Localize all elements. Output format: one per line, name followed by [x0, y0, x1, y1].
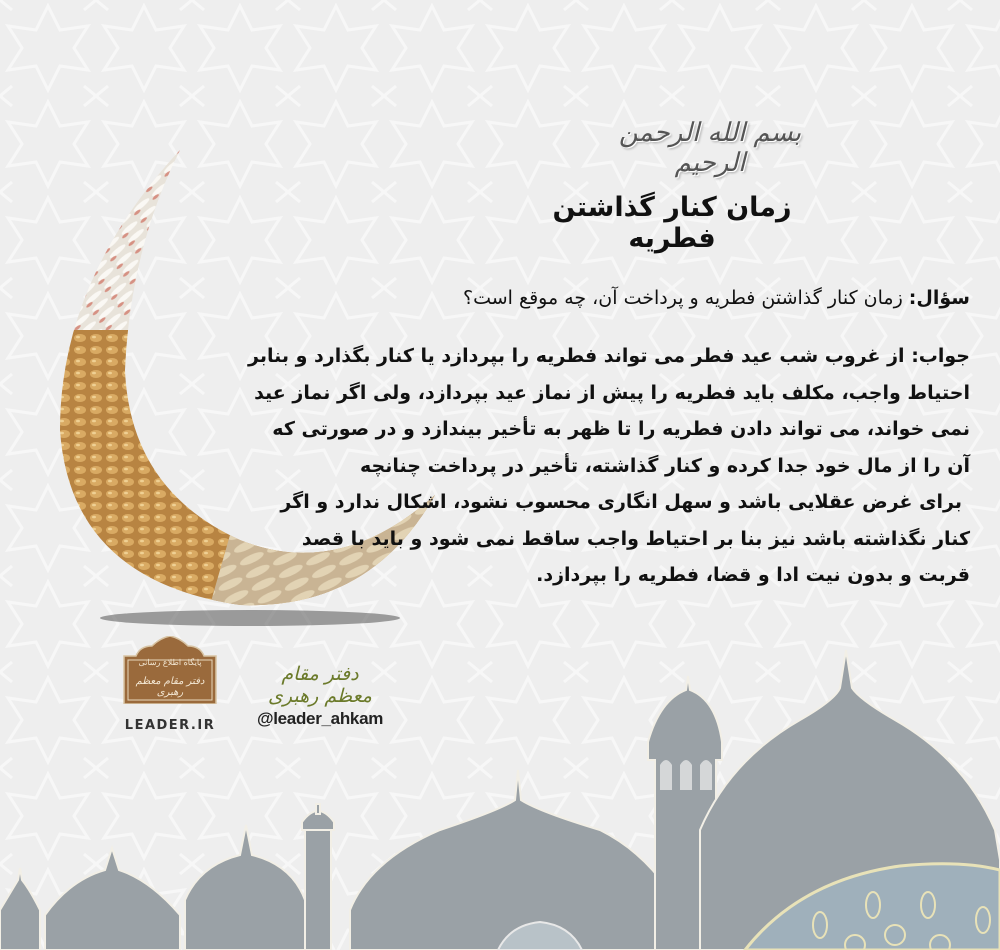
question-block [350, 282, 970, 314]
answer-line: نمی خواند، می تواند دادن فطریه را تا ظهر به تأخیر بیندازد و در صورتی که [272, 418, 970, 440]
answer-line: کنار نگذاشته باشد نیز بنا بر احتیاط واجب ساقط نمی شود و باید با قصد [301, 527, 970, 550]
leader-badge-line2: دفتر مقام معظم رهبری [135, 676, 205, 698]
ahkam-handle: @leader_ahkam [256, 709, 384, 728]
answer-line: جواب: از غروب شب عید فطر می تواند فطریه را بپردازد یا کنار بگذارد و بنابر [248, 345, 970, 367]
ahkam-script-text: دفتر مقام معظم رهبری [268, 663, 372, 707]
leader-badge-line1: پایگاه اطلاع رسانی [138, 658, 202, 667]
leader-ahkam-logo[interactable] [255, 663, 385, 729]
answer-block [248, 338, 970, 594]
page-title: زمان کنار گذاشتن فطریه [552, 192, 792, 254]
basmala-calligraphy: بسم الله الرحمن الرحیم [618, 118, 802, 178]
leader-ir-logo[interactable] [120, 636, 220, 733]
leader-site-label: LEADER.IR [124, 718, 216, 733]
answer-line: قربت و بدون نیت ادا و قضا، فطریه را بپردازد. [536, 564, 970, 586]
question-text: زمان کنار گذاشتن فطریه و پرداخت آن، چه موقع است؟ [463, 287, 903, 309]
answer-line: آن را از مال خود جدا کرده و کنار گذاشته، تأخیر در پرداخت چنانچه [360, 454, 970, 477]
leader-badge [122, 636, 218, 704]
answer-line: احتیاط واجب، مکلف باید فطریه را پیش از نماز عید بپردازد، ولی اگر نماز عید [254, 381, 970, 404]
answer-label: جواب: [911, 345, 970, 367]
answer-line: برای غرض عقلایی باشد و سهل انگاری محسوب نشود، اشکال ندارد و اگر [280, 491, 962, 513]
question-label: سؤال: [908, 287, 970, 309]
